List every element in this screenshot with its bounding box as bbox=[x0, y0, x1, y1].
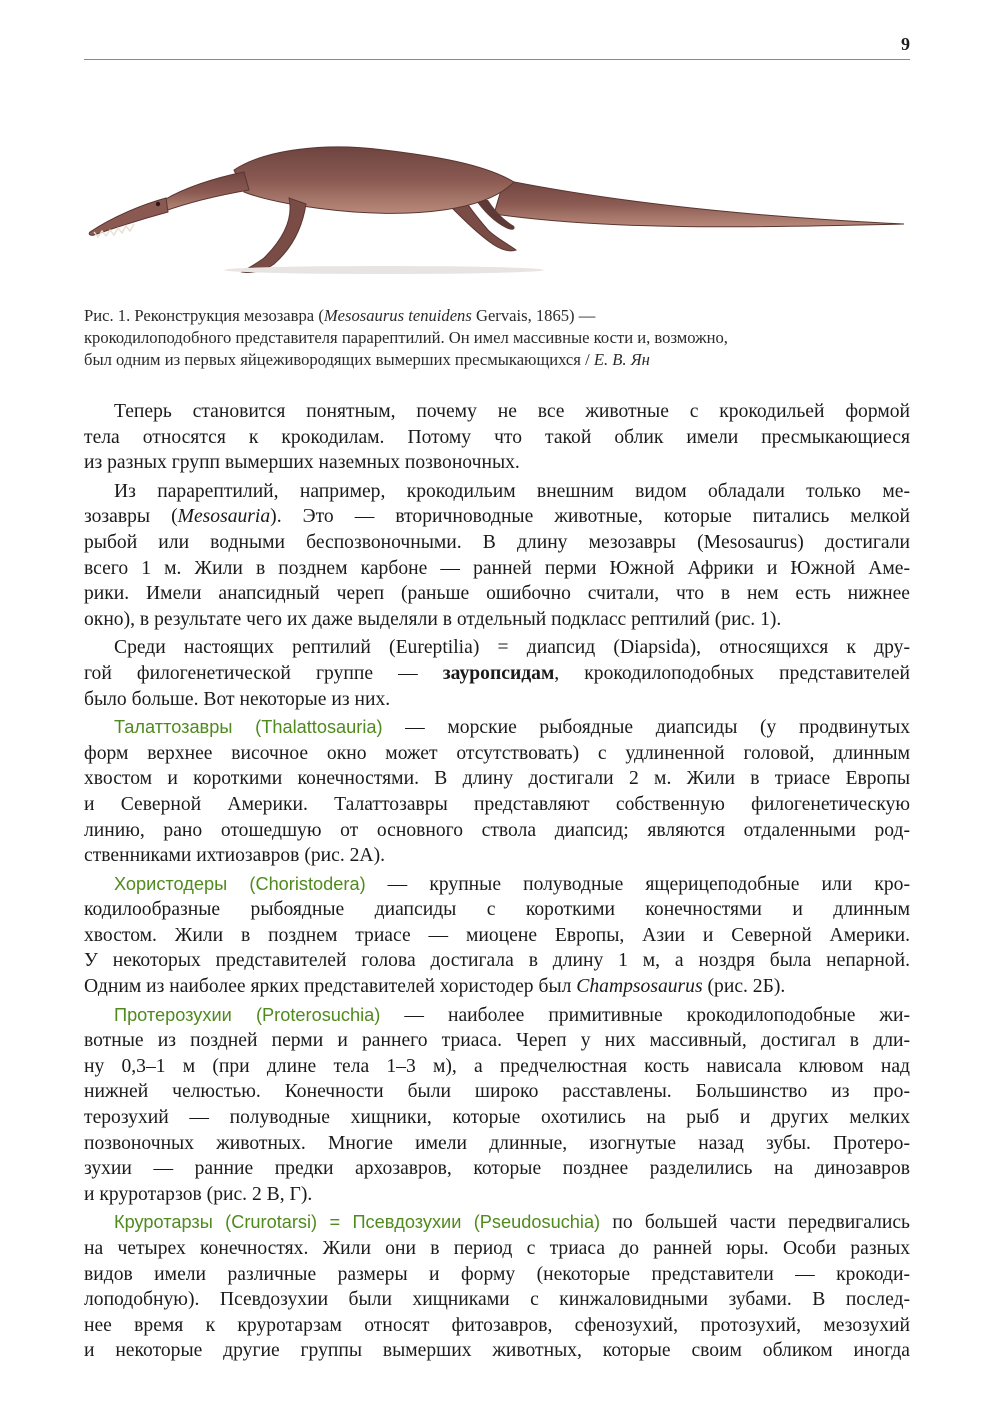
mesosaurus-illustration bbox=[84, 120, 910, 290]
mesosaurus-front-leg bbox=[242, 198, 306, 273]
caption-line: крокодилоподобного представителя парарептилий. Он имел массивные кости и, возможно, bbox=[84, 328, 728, 347]
mesosaurus-body bbox=[234, 147, 514, 213]
paragraph: Из парарептилий, например, крокодильим внешним видом обладали только ме- зозавры (Mesosauria). Это — вторичноводные животные, которые питались мелкой рыбой или водными беспозвоночными. В длину мезозавры (Mesosaurus) достигали всего 1 м. Жили в позднем карбоне — ранней перми Южной Африки и Южной Аме- рики. Имели анапсидный череп (раньше ошибочно считали, что в нем есть нижнее окно), в результате чего их даже выделяли в отдельный подкласс рептилий (рис. 1). bbox=[84, 480, 910, 630]
mesosaurus-shadow bbox=[224, 266, 544, 274]
figure-caption bbox=[84, 305, 914, 371]
header-rule bbox=[84, 59, 910, 60]
term-heading: Талаттозавры (Thalattosauria) bbox=[114, 717, 383, 738]
paragraph: Теперь становится понятным, почему не все животные с крокодильей формой тела относятся к крокодилам. Потому что такой облик имели пресмыкающиеся из разных групп вымерших наземных позвоночных. bbox=[84, 401, 910, 474]
mesosaurus-eye bbox=[156, 202, 160, 206]
mesosaurus-drawing bbox=[84, 120, 910, 290]
caption-line: был одним из первых яйцеживородящих вымерших пресмыкающихся / Е. В. Ян bbox=[84, 350, 650, 369]
term-heading: Хористодеры (Choristodera) bbox=[114, 873, 366, 894]
bold-term: зауропсидам bbox=[442, 662, 555, 684]
article-body bbox=[84, 399, 910, 1367]
page-number: 9 bbox=[901, 34, 910, 54]
paragraph-crurotarsi: Круротарзы (Crurotarsi) = Псевдозухии (Pseudosuchia) по большей части передвигались на четырех конечностях. Жили они в период с триаса до ранней юры. Особи разных видов имели различные размеры и форму (некоторые представители — крокоди- лоподобную). Псевдозухии были хищниками с кинжаловидными зубами. В послед- нее время к круротарзам относят фитозавров, сфенозухий, протозухий, мезозухий и некоторые другие группы вымерших животных, которые своим обликом иногда bbox=[84, 1212, 910, 1362]
mesosaurus-neck bbox=[158, 172, 249, 212]
paragraph: Среди настоящих рептилий (Eureptilia) = диапсид (Diapsida), относящихся к дру- гой филогенетической группе — зауропсидам, крокодилоподобных представителей было больше. Вот некоторые из них. bbox=[84, 637, 910, 710]
caption-credit: Е. В. Ян bbox=[593, 350, 650, 369]
term-heading: Круротарзы (Crurotarsi) = Псевдозухии (Pseudosuchia) bbox=[114, 1212, 601, 1233]
paragraph-thalattosauria: Талаттозавры (Thalattosauria) — морские рыбоядные диапсиды (у продвинутых форм верхнее височное окно может отсутствовать) с удлиненной головой, длинным хвостом и короткими конечностями. В длину достигали 2 м. Жили в триасе Европы и Северной Америки. Талаттозавры представляют собственную филогенетическую линию, рано отошедшую от основного ствола диапсид; являются отдаленными род- ственниками ихтиозавров (рис. 2А). bbox=[84, 717, 910, 867]
paragraph-proterosuchia: Протерозухии (Proterosuchia) — наиболее примитивные крокодилоподобные жи- вотные из поздней перми и раннего триаса. Череп у них массивный, достигал в дли- ну 0,3–1 м (при длине тела 1–3 м), а предчелюстная кость нависала клювом над нижней челюстью. Конечности были широко расставлены. Большинство из про- терозухий — полуводные хищники, которые охотились на рыб и других мелких позвоночных животных. Многие имели длинные, изогнутые назад зубы. Протеро- зухии — ранние предки архозавров, которые позднее разделились на динозавров и круротарзов (рис. 2 В, Г). bbox=[84, 1004, 910, 1205]
paragraph-choristodera: Хористодеры (Choristodera) — крупные полуводные ящерицеподобные или кро- кодилообразные рыбоядные диапсиды с короткими конечностями и длинным хвостом. Жили в позднем триасе — миоцене Европы, Азии и Северной Америки. У некоторых представителей голова достигала в длину 1 м, а ноздря была непарной. Одним из наиболее ярких представителей хористодер был Champsosaurus (рис. 2Б). bbox=[84, 873, 910, 998]
mesosaurus-tail bbox=[494, 180, 904, 227]
term-heading: Протерозухии (Proterosuchia) bbox=[114, 1004, 381, 1025]
caption-line: Рис. 1. Реконструкция мезозавра (Mesosaurus tenuidens Gervais, 1865) — bbox=[84, 306, 596, 325]
